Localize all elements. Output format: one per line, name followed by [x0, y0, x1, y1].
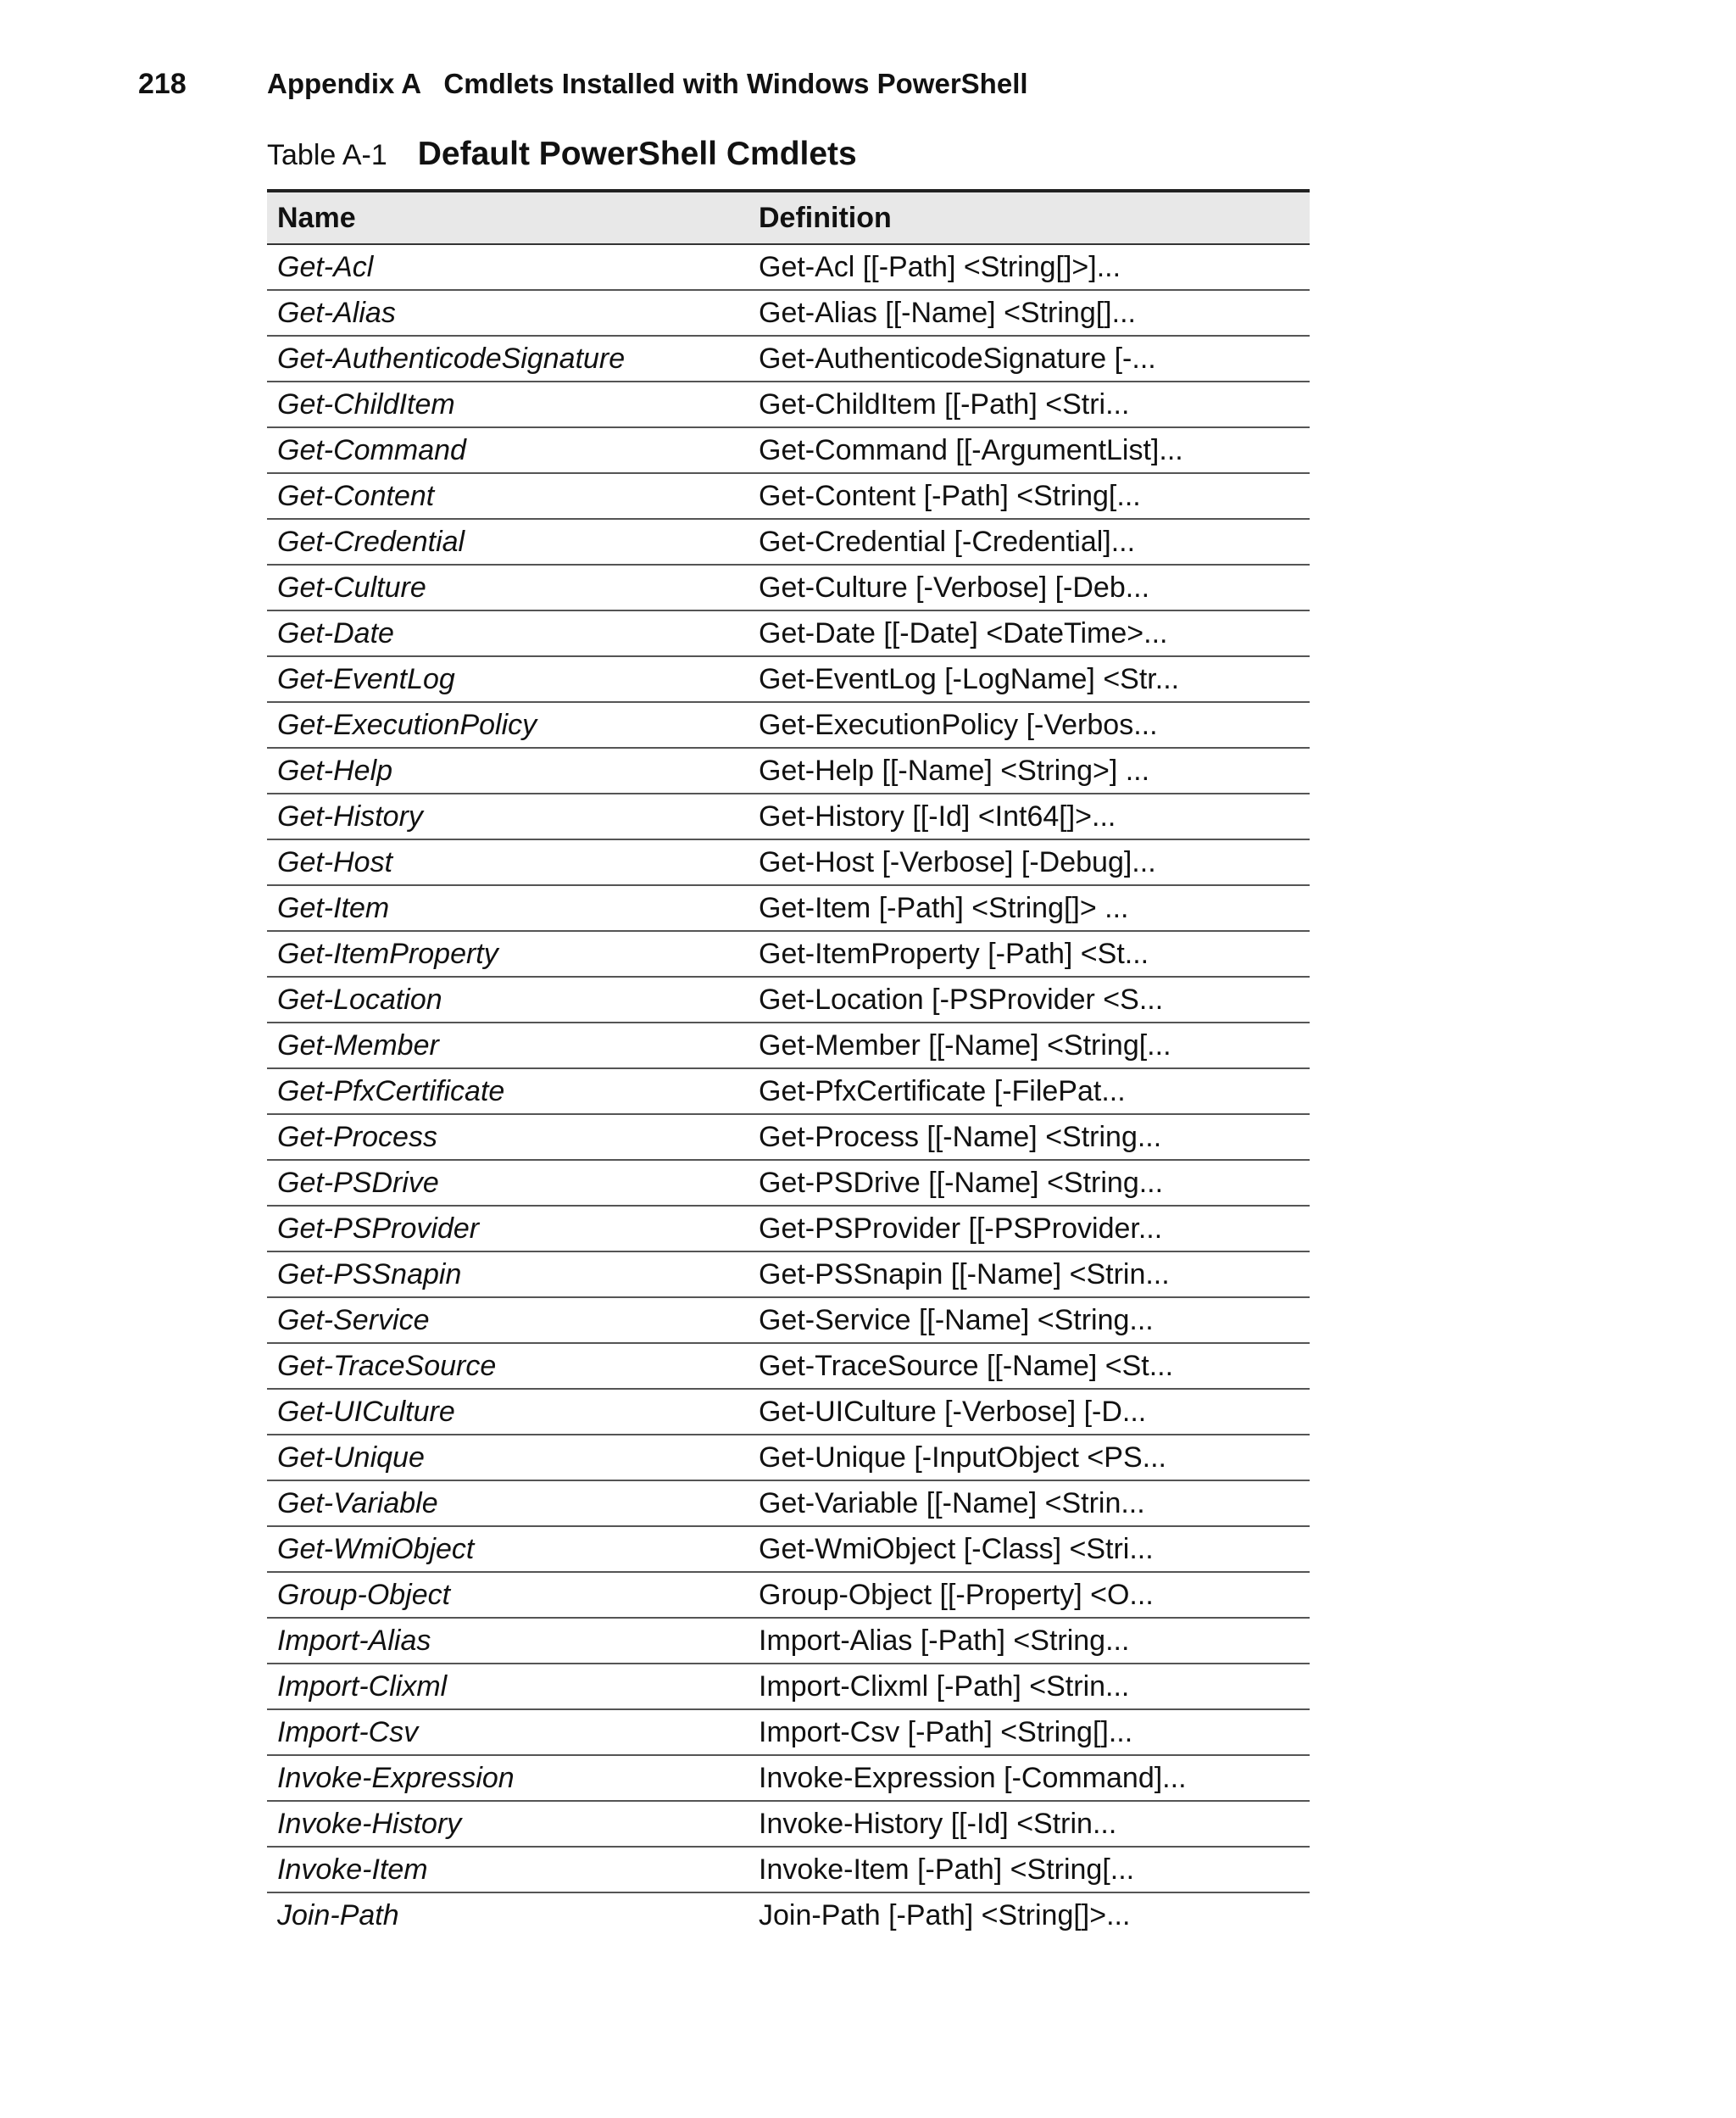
cmdlet-definition-cell: Get-UICulture [-Verbose] [-D... — [748, 1389, 1310, 1435]
cmdlet-name-cell: Invoke-History — [267, 1801, 748, 1847]
table-row — [267, 427, 1310, 473]
cmdlet-definition-cell: Get-Culture [-Verbose] [-Deb... — [748, 565, 1310, 610]
table-row — [267, 244, 1310, 290]
cmdlet-definition-cell: Get-Item [-Path] <String[]> ... — [748, 885, 1310, 931]
table-header-row — [267, 191, 1310, 244]
cmdlet-name-cell: Get-Variable — [267, 1480, 748, 1526]
table-row — [267, 794, 1310, 839]
cmdlet-name-cell: Get-UICulture — [267, 1389, 748, 1435]
cmdlet-definition-cell: Get-EventLog [-LogName] <Str... — [748, 656, 1310, 702]
cmdlet-name-cell: Get-ItemProperty — [267, 931, 748, 977]
cmdlet-definition-cell: Get-History [[-Id] <Int64[]>... — [748, 794, 1310, 839]
table-row — [267, 1068, 1310, 1114]
cmdlet-name-cell: Get-AuthenticodeSignature — [267, 336, 748, 382]
cmdlet-definition-cell: Get-Process [[-Name] <String... — [748, 1114, 1310, 1160]
cmdlet-name-cell: Get-PfxCertificate — [267, 1068, 748, 1114]
cmdlet-name-cell: Get-Culture — [267, 565, 748, 610]
cmdlet-definition-cell: Join-Path [-Path] <String[]>... — [759, 1898, 1131, 1931]
table-row — [267, 1435, 1310, 1480]
cmdlet-definition-cell: Get-ExecutionPolicy [-Verbos... — [748, 702, 1310, 748]
cmdlet-definition-cell: Group-Object [[-Property] <O... — [748, 1572, 1310, 1618]
cmdlet-name-cell: Get-Unique — [267, 1435, 748, 1480]
cmdlet-name-cell: Import-Csv — [267, 1709, 748, 1755]
table-caption — [267, 136, 857, 173]
table-row — [267, 519, 1310, 565]
cmdlet-definition-cell: Get-WmiObject [-Class] <Stri... — [748, 1526, 1310, 1572]
table-row — [267, 977, 1310, 1023]
cmdlet-definition-cell: Get-PSDrive [[-Name] <String... — [748, 1160, 1310, 1206]
cmdlet-name-cell: Get-Help — [267, 748, 748, 794]
table-row — [267, 1297, 1310, 1343]
table-row — [267, 1343, 1310, 1389]
column-header-definition: Definition — [748, 191, 1310, 244]
cmdlet-name-cell: Get-Content — [267, 473, 748, 519]
table-row — [267, 610, 1310, 656]
table-row — [267, 1801, 1310, 1847]
cmdlet-name-cell: Get-TraceSource — [267, 1343, 748, 1389]
table-row — [267, 1572, 1310, 1618]
cmdlet-definition-cell: Get-Acl [[-Path] <String[]>]... — [748, 244, 1310, 290]
table-row — [267, 931, 1310, 977]
page-number: 218 — [138, 68, 186, 100]
table-caption-label: Table A-1 — [267, 139, 387, 171]
column-header-name: Name — [267, 191, 748, 244]
cmdlet-name-cell: Group-Object — [267, 1572, 748, 1618]
table-row — [267, 1114, 1310, 1160]
cmdlet-definition-cell: Get-AuthenticodeSignature [-... — [748, 336, 1310, 382]
cmdlet-name-cell: Join-Path — [277, 1898, 399, 1931]
cmdlet-definition-cell: Get-PSProvider [[-PSProvider... — [748, 1206, 1310, 1251]
table-row — [267, 1526, 1310, 1572]
table-row — [267, 748, 1310, 794]
table-row — [267, 1251, 1310, 1297]
table-caption-title: Default PowerShell Cmdlets — [417, 136, 857, 172]
table-row — [267, 1023, 1310, 1068]
cmdlet-definition-cell: Get-Unique [-InputObject <PS... — [748, 1435, 1310, 1480]
cmdlet-name-cell: Get-Date — [267, 610, 748, 656]
cmdlet-name-cell: Get-WmiObject — [267, 1526, 748, 1572]
table-row — [267, 1206, 1310, 1251]
cmdlet-definition-cell: Get-PSSnapin [[-Name] <Strin... — [748, 1251, 1310, 1297]
cmdlets-table — [267, 189, 1310, 1937]
cmdlet-definition-cell: Get-Service [[-Name] <String... — [748, 1297, 1310, 1343]
cmdlet-name-cell: Get-History — [267, 794, 748, 839]
table-row — [267, 1847, 1310, 1892]
table-body — [267, 244, 1310, 1937]
cmdlet-name-cell: Get-Item — [267, 885, 748, 931]
cmdlet-definition-cell: Import-Csv [-Path] <String[]... — [748, 1709, 1310, 1755]
cmdlet-name-cell: Get-ExecutionPolicy — [267, 702, 748, 748]
cmdlet-definition-cell: Get-PfxCertificate [-FilePat... — [748, 1068, 1310, 1114]
cmdlet-name-cell: Get-Member — [267, 1023, 748, 1068]
running-head: Appendix A Cmdlets Installed with Windows PowerShell — [267, 68, 1028, 99]
cmdlet-name-cell: Get-Location — [267, 977, 748, 1023]
cmdlet-definition-cell: Get-TraceSource [[-Name] <St... — [748, 1343, 1310, 1389]
cmdlet-name-cell: Get-Service — [267, 1297, 748, 1343]
table-row — [267, 1480, 1310, 1526]
cmdlet-definition-cell: Get-Host [-Verbose] [-Debug]... — [748, 839, 1310, 885]
page-header — [138, 68, 1028, 110]
cmdlet-name-cell: Get-Acl — [267, 244, 748, 290]
cmdlet-definition-cell: Get-ItemProperty [-Path] <St... — [748, 931, 1310, 977]
cmdlet-name-cell: Get-PSProvider — [267, 1206, 748, 1251]
cmdlet-definition-cell: Import-Alias [-Path] <String... — [748, 1618, 1310, 1664]
table-row — [267, 382, 1310, 427]
cmdlet-name-cell: Get-Command — [267, 427, 748, 473]
cmdlet-definition-cell: Get-Date [[-Date] <DateTime>... — [748, 610, 1310, 656]
cmdlet-definition-cell: Get-ChildItem [[-Path] <Stri... — [748, 382, 1310, 427]
cmdlet-name-cell: Get-Process — [267, 1114, 748, 1160]
table-row — [267, 1709, 1310, 1755]
cmdlet-name-cell: Get-Alias — [267, 290, 748, 336]
cmdlet-definition-cell: Invoke-Item [-Path] <String[... — [748, 1847, 1310, 1892]
cmdlet-name-cell: Invoke-Expression — [267, 1755, 748, 1801]
cmdlet-definition-cell: Import-Clixml [-Path] <Strin... — [748, 1664, 1310, 1709]
cmdlet-name-cell: Import-Clixml — [267, 1664, 748, 1709]
table-row — [267, 656, 1310, 702]
table-row — [267, 702, 1310, 748]
table-row — [267, 1160, 1310, 1206]
cmdlet-name-cell: Get-PSDrive — [267, 1160, 748, 1206]
table-row — [267, 1618, 1310, 1664]
cmdlet-name-cell: Get-ChildItem — [267, 382, 748, 427]
cmdlet-definition-cell: Get-Member [[-Name] <String[... — [748, 1023, 1310, 1068]
cmdlets-table-container — [267, 189, 1310, 1937]
cmdlet-definition-cell: Get-Help [[-Name] <String>] ... — [748, 748, 1310, 794]
cmdlet-definition-cell: Get-Credential [-Credential]... — [748, 519, 1310, 565]
cmdlet-name-cell: Get-PSSnapin — [267, 1251, 748, 1297]
table-row — [267, 1755, 1310, 1801]
table-row — [267, 1664, 1310, 1709]
cmdlet-definition-cell: Get-Command [[-ArgumentList]... — [748, 427, 1310, 473]
cmdlet-name-cell: Invoke-Item — [267, 1847, 748, 1892]
table-row — [267, 473, 1310, 519]
cmdlet-definition-cell: Invoke-History [[-Id] <Strin... — [748, 1801, 1310, 1847]
cmdlet-definition-cell: Get-Content [-Path] <String[... — [748, 473, 1310, 519]
cmdlet-definition-cell: Get-Location [-PSProvider <S... — [748, 977, 1310, 1023]
table-row — [267, 290, 1310, 336]
cmdlet-name-cell: Get-Host — [267, 839, 748, 885]
table-row — [267, 1892, 1310, 1937]
table-row — [267, 1389, 1310, 1435]
cmdlet-name-cell: Get-Credential — [267, 519, 748, 565]
cmdlet-definition-cell: Get-Alias [[-Name] <String[]... — [748, 290, 1310, 336]
cmdlet-name-cell: Get-EventLog — [267, 656, 748, 702]
cmdlet-name-cell: Import-Alias — [267, 1618, 748, 1664]
table-row — [267, 885, 1310, 931]
cmdlet-definition-cell: Invoke-Expression [-Command]... — [748, 1755, 1310, 1801]
cmdlet-definition-cell: Get-Variable [[-Name] <Strin... — [748, 1480, 1310, 1526]
table-row — [267, 336, 1310, 382]
table-row — [267, 565, 1310, 610]
table-row — [267, 839, 1310, 885]
